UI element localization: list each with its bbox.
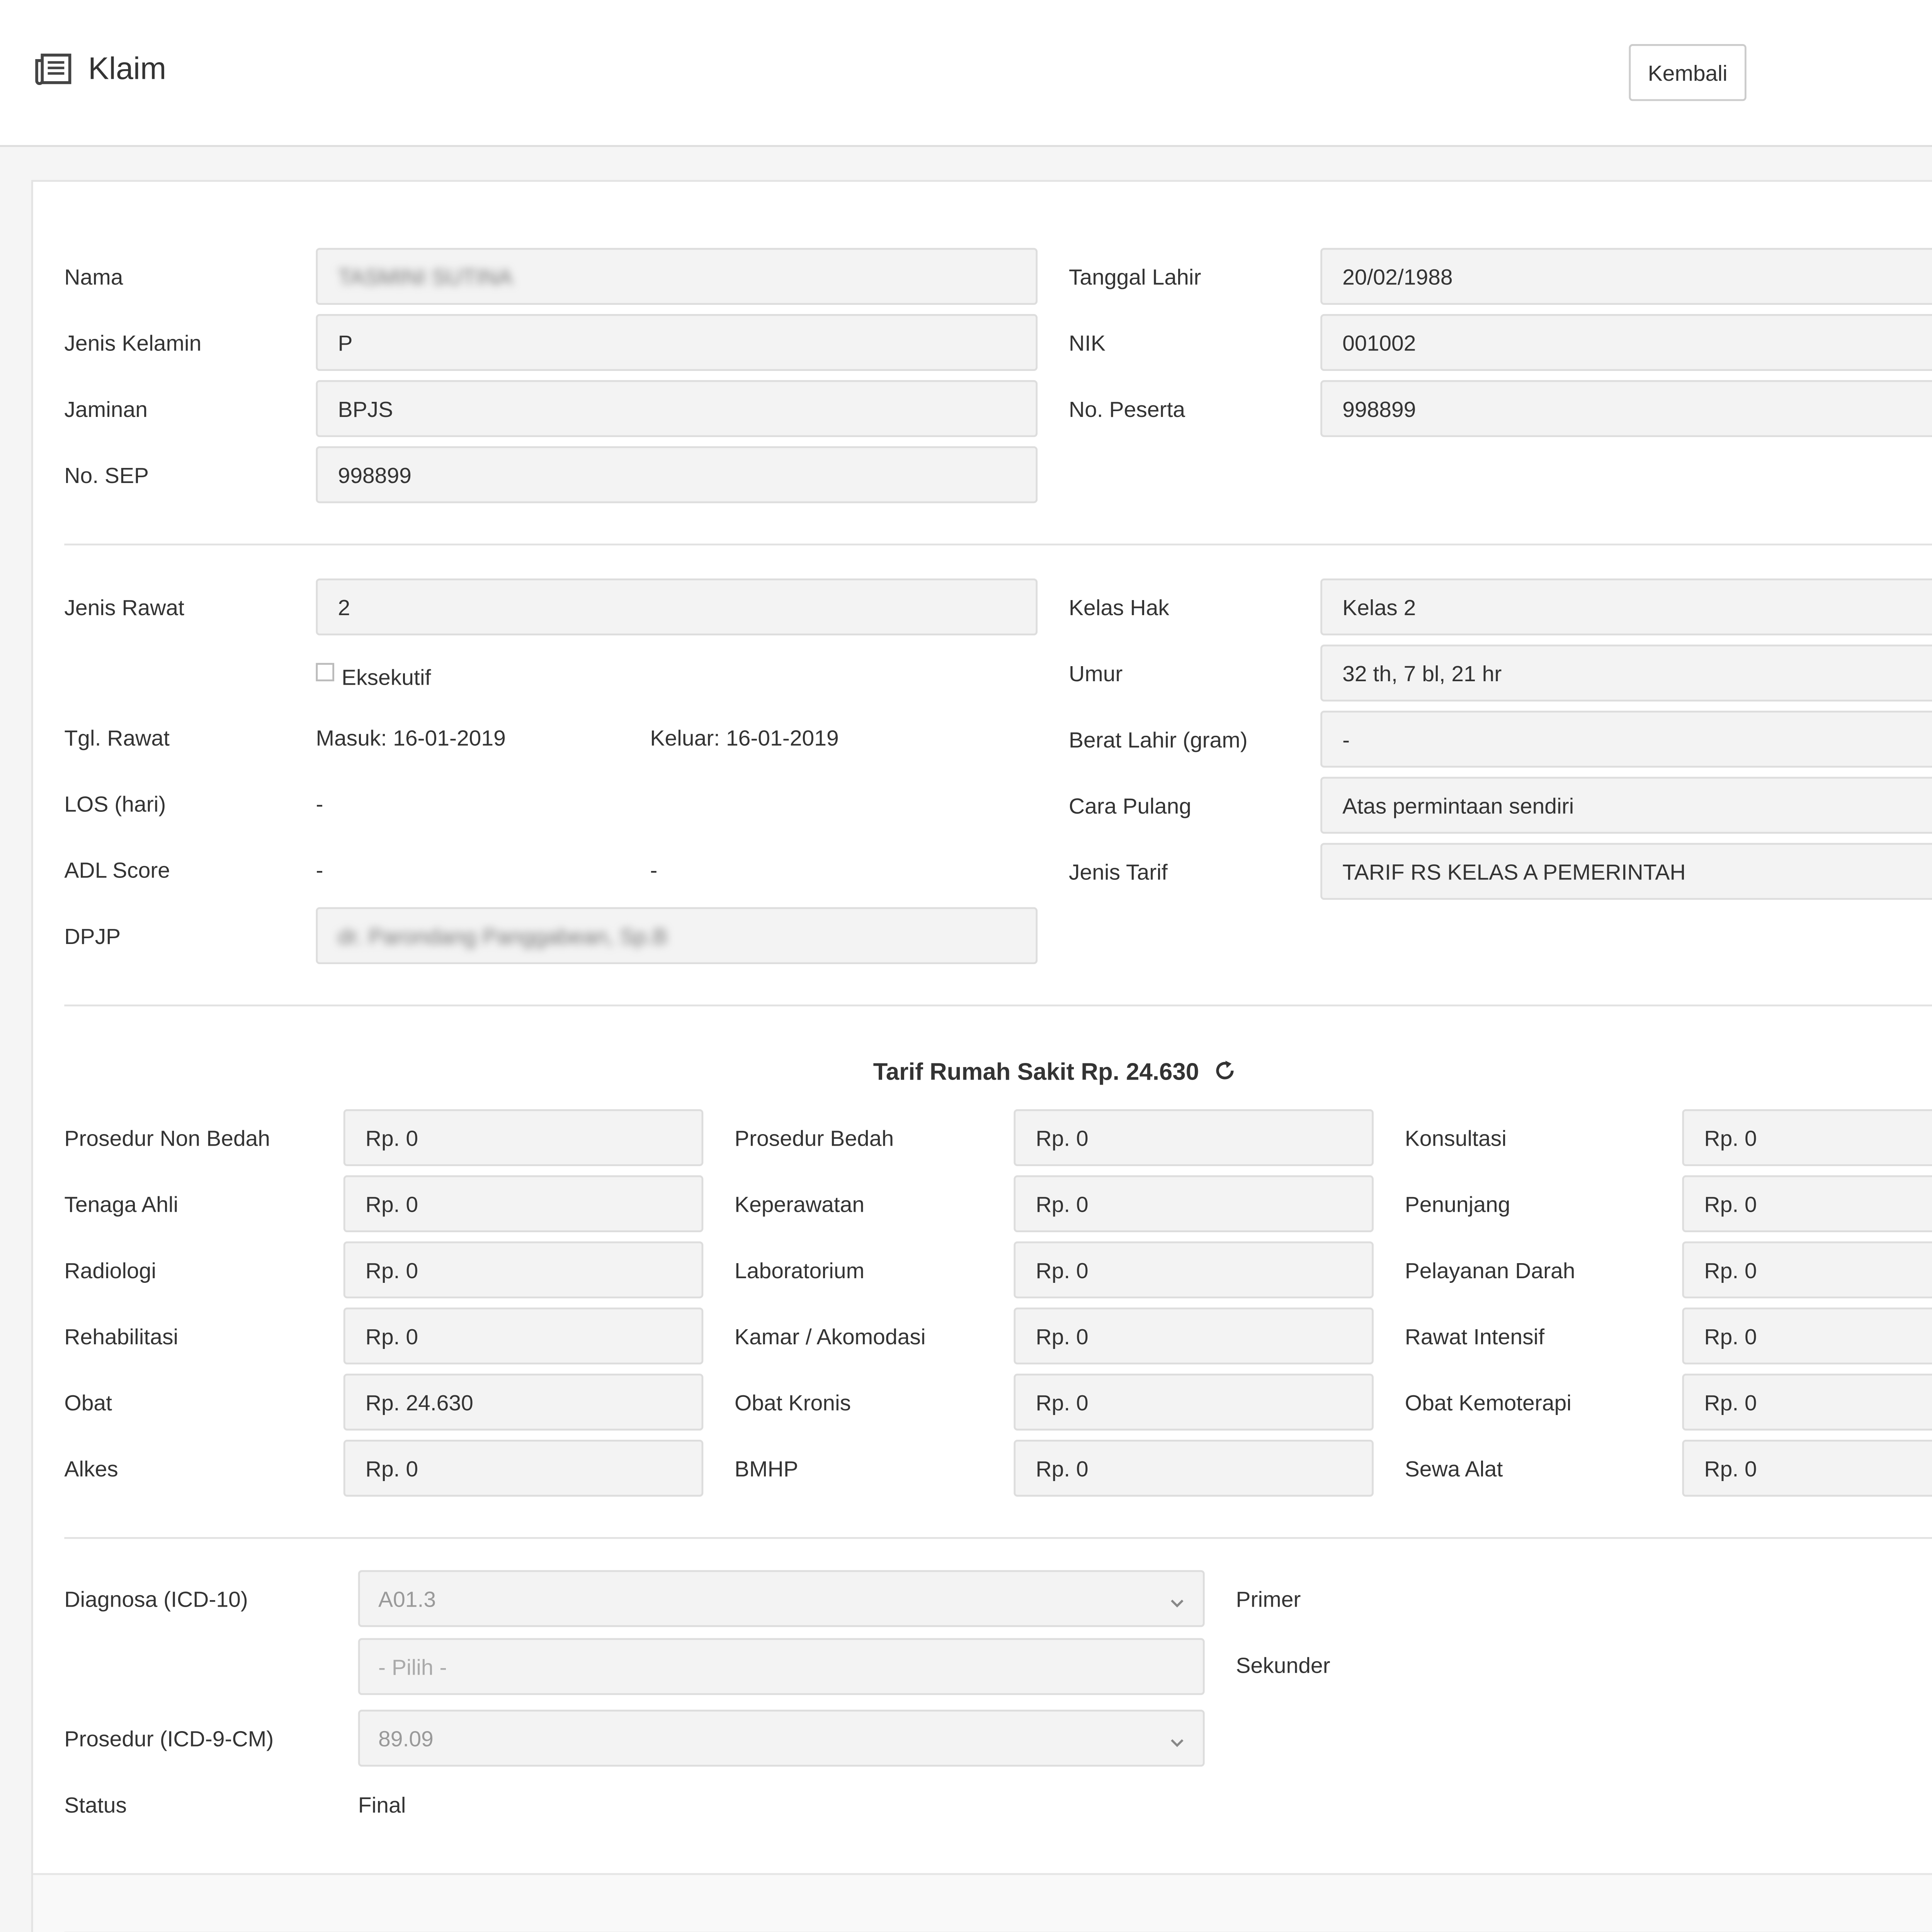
sekunder-select[interactable] <box>358 1638 1205 1695</box>
tgl-rawat-label: Tgl. Rawat <box>64 725 170 751</box>
adl-score-value-1: - <box>316 857 323 884</box>
umur-label: Umur <box>1069 661 1123 687</box>
diagnosa-value: A01.3 <box>378 1585 436 1612</box>
nik-field[interactable]: 001002 <box>1320 314 1932 371</box>
dpjp-label: DPJP <box>64 923 121 950</box>
tarif-item-label: Prosedur Bedah <box>735 1126 894 1151</box>
tarif-item-field[interactable]: Rp. 0 <box>1682 1242 1932 1298</box>
back-button[interactable]: Kembali <box>1629 44 1747 101</box>
tarif-item-field[interactable]: Rp. 0 <box>1682 1374 1932 1430</box>
tarif-item-label: Obat Kemoterapi <box>1405 1390 1571 1416</box>
tarif-item-field[interactable]: Rp. 0 <box>344 1175 704 1232</box>
no-peserta-field[interactable]: 998899 <box>1320 380 1932 437</box>
tarif-item-label: Rehabilitasi <box>64 1324 179 1350</box>
chevron-down-icon <box>1170 1730 1184 1756</box>
nama-value: TASMINI SUTINA <box>338 263 513 289</box>
refresh-icon[interactable] <box>1213 1060 1235 1087</box>
no-peserta-label: No. Peserta <box>1069 396 1185 423</box>
sekunder-placeholder: - Pilih - <box>378 1653 447 1680</box>
tarif-item-field[interactable]: Rp. 0 <box>1682 1440 1932 1497</box>
tarif-title: Tarif Rumah Sakit Rp. 24.630 <box>873 1058 1199 1085</box>
tarif-item-label: Kamar / Akomodasi <box>735 1324 926 1350</box>
page-title-wrap <box>33 51 167 88</box>
primer-tag: Primer <box>1236 1587 1301 1612</box>
berat-lahir-field[interactable]: - <box>1320 711 1932 767</box>
jaminan-field[interactable]: BPJS <box>316 380 1037 437</box>
sekunder-tag: Sekunder <box>1236 1653 1330 1679</box>
los-value: - <box>316 791 323 817</box>
top-bar <box>0 0 1932 147</box>
nama-field[interactable] <box>316 248 1037 305</box>
berat-lahir-label: Berat Lahir (gram) <box>1069 727 1248 753</box>
tarif-item-label: Sewa Alat <box>1405 1456 1503 1482</box>
adl-score-value-2: - <box>650 857 658 884</box>
tarif-item-label: Prosedur Non Bedah <box>64 1126 270 1151</box>
tarif-item-field[interactable]: Rp. 0 <box>344 1308 704 1364</box>
tarif-item-label: Obat Kronis <box>735 1390 851 1416</box>
tarif-item-label: BMHP <box>735 1456 798 1482</box>
tarif-item-field[interactable]: Rp. 0 <box>1014 1374 1374 1430</box>
dpjp-value: dr. Parondang Panggabean, Sp.B <box>338 923 668 949</box>
tarif-item-label: Rawat Intensif <box>1405 1324 1545 1350</box>
tarif-title-wrap <box>0 1058 1932 1087</box>
tarif-item-field[interactable]: Rp. 0 <box>344 1242 704 1298</box>
eksekutif-checkbox[interactable] <box>316 663 334 682</box>
tgl-keluar: Keluar: 16-01-2019 <box>650 725 839 751</box>
grouper-section <box>33 1873 1932 1932</box>
tarif-item-label: Obat <box>64 1390 112 1416</box>
tarif-item-label: Keperawatan <box>735 1192 865 1218</box>
cara-pulang-field[interactable]: Atas permintaan sendiri <box>1320 777 1932 833</box>
tarif-item-label: Penunjang <box>1405 1192 1510 1218</box>
jenis-rawat-field[interactable]: 2 <box>316 578 1037 635</box>
no-sep-field[interactable]: 998899 <box>316 446 1037 503</box>
tarif-item-label: Tenaga Ahli <box>64 1192 179 1218</box>
tarif-item-field[interactable]: Rp. 0 <box>1682 1308 1932 1364</box>
newspaper-icon <box>33 51 74 88</box>
prosedur-label: Prosedur (ICD-9-CM) <box>64 1726 274 1752</box>
status-label: Status <box>64 1792 127 1818</box>
jaminan-label: Jaminan <box>64 396 148 423</box>
tanggal-lahir-field[interactable]: 20/02/1988 <box>1320 248 1932 305</box>
chevron-down-icon <box>1170 1590 1184 1616</box>
jenis-tarif-label: Jenis Tarif <box>1069 859 1168 885</box>
jenis-kelamin-label: Jenis Kelamin <box>64 330 202 357</box>
tarif-item-field[interactable]: Rp. 0 <box>344 1109 704 1166</box>
tarif-item-field[interactable]: Rp. 0 <box>1014 1242 1374 1298</box>
tarif-item-field[interactable]: Rp. 24.630 <box>344 1374 704 1430</box>
kelas-hak-field[interactable]: Kelas 2 <box>1320 578 1932 635</box>
kelas-hak-label: Kelas Hak <box>1069 595 1169 621</box>
tarif-item-label: Alkes <box>64 1456 118 1482</box>
tarif-item-field[interactable]: Rp. 0 <box>1014 1308 1374 1364</box>
no-sep-label: No. SEP <box>64 463 149 489</box>
nama-label: Nama <box>64 264 123 290</box>
tarif-item-field[interactable]: Rp. 0 <box>1014 1175 1374 1232</box>
tarif-item-field[interactable]: Rp. 0 <box>1014 1440 1374 1497</box>
los-label: LOS (hari) <box>64 791 166 817</box>
tarif-item-label: Pelayanan Darah <box>1405 1258 1575 1284</box>
jenis-kelamin-field[interactable]: P <box>316 314 1037 371</box>
cara-pulang-label: Cara Pulang <box>1069 793 1192 819</box>
umur-field[interactable]: 32 th, 7 bl, 21 hr <box>1320 645 1932 701</box>
tarif-item-label: Laboratorium <box>735 1258 865 1284</box>
page-title: Klaim <box>88 51 167 87</box>
tarif-item-field[interactable]: Rp. 0 <box>344 1440 704 1497</box>
tarif-item-field[interactable]: Rp. 0 <box>1014 1109 1374 1166</box>
tgl-masuk: Masuk: 16-01-2019 <box>316 725 506 751</box>
status-value: Final <box>358 1792 406 1818</box>
divider <box>64 1005 1932 1007</box>
tanggal-lahir-label: Tanggal Lahir <box>1069 264 1201 290</box>
jenis-rawat-label: Jenis Rawat <box>64 595 185 621</box>
jenis-tarif-field[interactable]: TARIF RS KELAS A PEMERINTAH <box>1320 843 1932 900</box>
eksekutif-label: Eksekutif <box>341 665 431 690</box>
prosedur-value: 89.09 <box>378 1725 434 1751</box>
diagnosa-select[interactable] <box>358 1570 1205 1627</box>
prosedur-select[interactable] <box>358 1710 1205 1767</box>
dpjp-field[interactable] <box>316 907 1037 964</box>
tarif-item-label: Radiologi <box>64 1258 156 1284</box>
tarif-item-label: Konsultasi <box>1405 1126 1507 1151</box>
divider <box>64 1537 1932 1539</box>
tarif-item-field[interactable]: Rp. 0 <box>1682 1175 1932 1232</box>
tarif-item-field[interactable]: Rp. 0 <box>1682 1109 1932 1166</box>
nik-label: NIK <box>1069 330 1106 357</box>
divider <box>64 544 1932 546</box>
adl-score-label: ADL Score <box>64 857 170 884</box>
diagnosa-label: Diagnosa (ICD-10) <box>64 1587 248 1612</box>
